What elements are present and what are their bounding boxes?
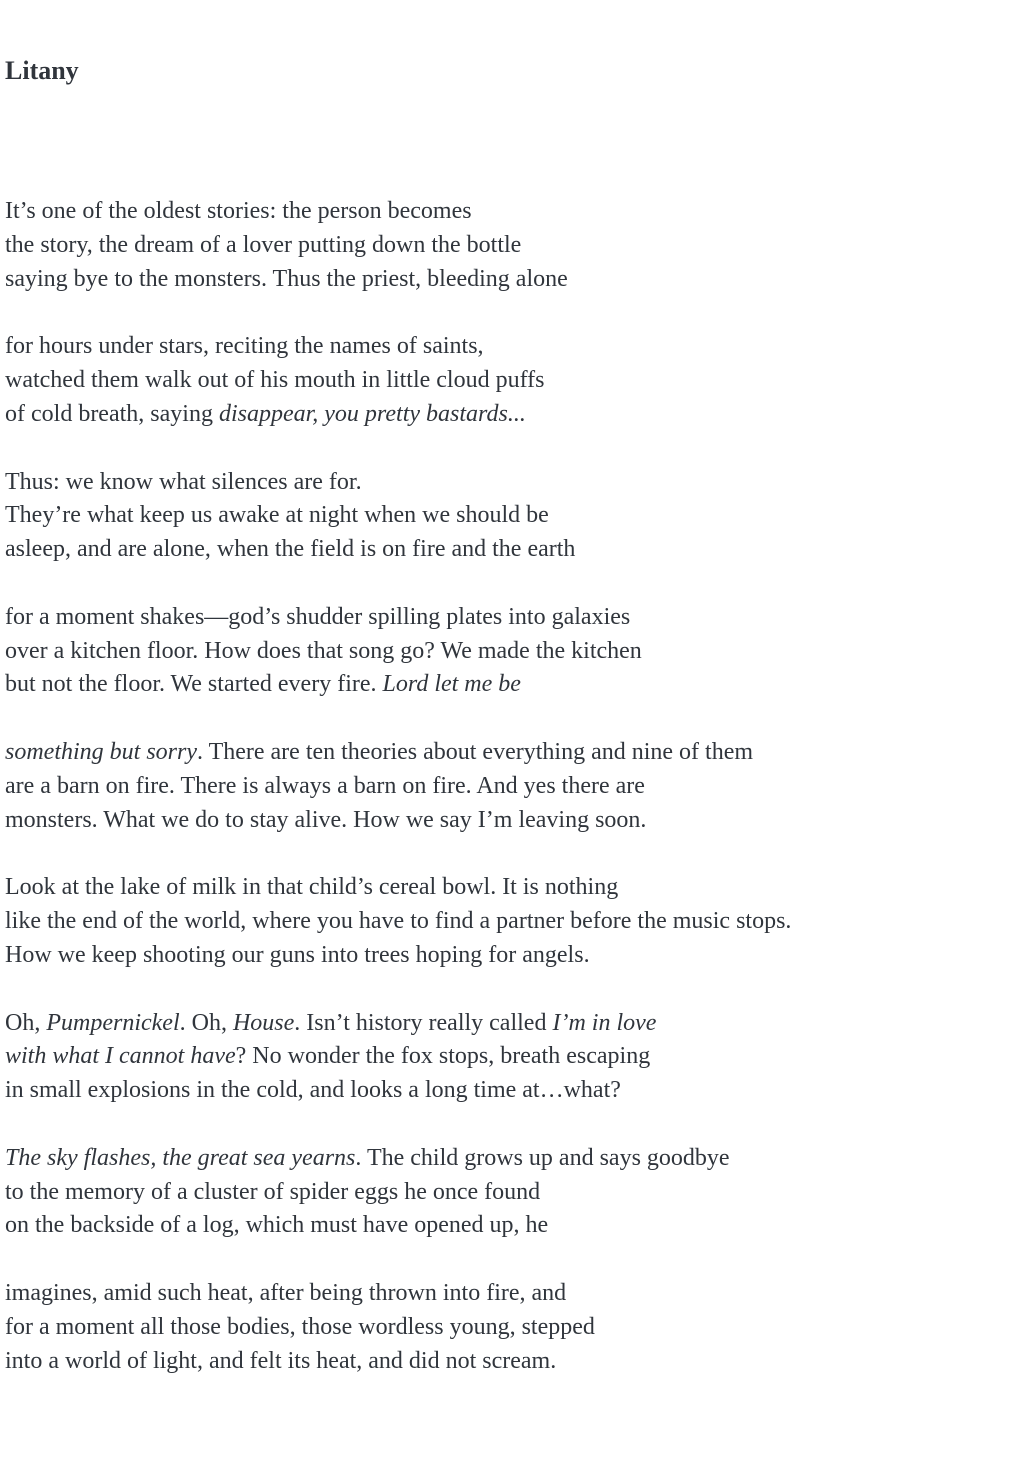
stanza <box>5 195 1024 296</box>
poem-line: to the memory of a cluster of spider eggs he once found <box>5 1178 541 1205</box>
poem-line: something but sorry. There are ten theories about everything and nine of them <box>5 739 754 765</box>
poem-line: saying bye to the monsters. Thus the priest, bleeding alone <box>5 265 568 292</box>
poem-line: on the backside of a log, which must have opened up, he <box>5 1212 549 1239</box>
stanza <box>5 330 1024 431</box>
stanza <box>5 1277 1024 1378</box>
poem-line: The sky flashes, the great sea yearns. The child grows up and says goodbye <box>5 1144 730 1171</box>
poem-line: like the end of the world, where you have to find a partner before the music stops. <box>5 908 792 934</box>
poem-line: They’re what keep us awake at night when we should be <box>5 502 549 529</box>
stanza <box>5 1142 1024 1243</box>
poem-line: Look at the lake of milk in that child’s cereal bowl. It is nothing <box>5 874 619 901</box>
poem-body <box>5 195 1024 1378</box>
poem-line: in small explosions in the cold, and looks a long time at…what? <box>5 1077 621 1103</box>
poem-line: over a kitchen floor. How does that song go? We made the kitchen <box>5 637 642 664</box>
stanza <box>5 736 1024 837</box>
poem-line: How we keep shooting our guns into trees hoping for angels. <box>5 941 590 968</box>
poem-line: Thus: we know what silences are for. <box>5 468 362 495</box>
poem-line: the story, the dream of a lover putting down the bottle <box>5 231 522 258</box>
poem-line: Oh, Pumpernickel. Oh, House. Isn’t history really called I’m in love <box>5 1009 657 1036</box>
poem-line: asleep, and are alone, when the field is on fire and the earth <box>5 536 576 562</box>
poem-line: imagines, amid such heat, after being thrown into fire, and <box>5 1280 567 1306</box>
poem-line: of cold breath, saying disappear, you pretty bastards... <box>5 400 526 427</box>
poem-line: but not the floor. We started every fire. Lord let me be <box>5 671 521 698</box>
poem-line: into a world of light, and felt its heat, and did not scream. <box>5 1347 557 1374</box>
stanza <box>5 1007 1024 1108</box>
poem-line: are a barn on fire. There is always a barn on fire. And yes there are <box>5 772 645 799</box>
poem-page <box>0 55 1024 1378</box>
stanza <box>5 871 1024 972</box>
poem-line: for a moment all those bodies, those wordless young, stepped <box>5 1313 595 1340</box>
poem-line: monsters. What we do to stay alive. How we say I’m leaving soon. <box>5 806 647 833</box>
stanza <box>5 466 1024 567</box>
poem-title: Litany <box>5 56 79 85</box>
poem-line: for a moment shakes—god’s shudder spilling plates into galaxies <box>5 603 631 630</box>
poem-line: with what I cannot have? No wonder the fox stops, breath escaping <box>5 1043 651 1070</box>
poem-line: watched them walk out of his mouth in little cloud puffs <box>5 367 545 393</box>
poem-line: for hours under stars, reciting the names of saints, <box>5 333 484 360</box>
poem-line: It’s one of the oldest stories: the person becomes <box>5 198 472 224</box>
stanza <box>5 601 1024 702</box>
